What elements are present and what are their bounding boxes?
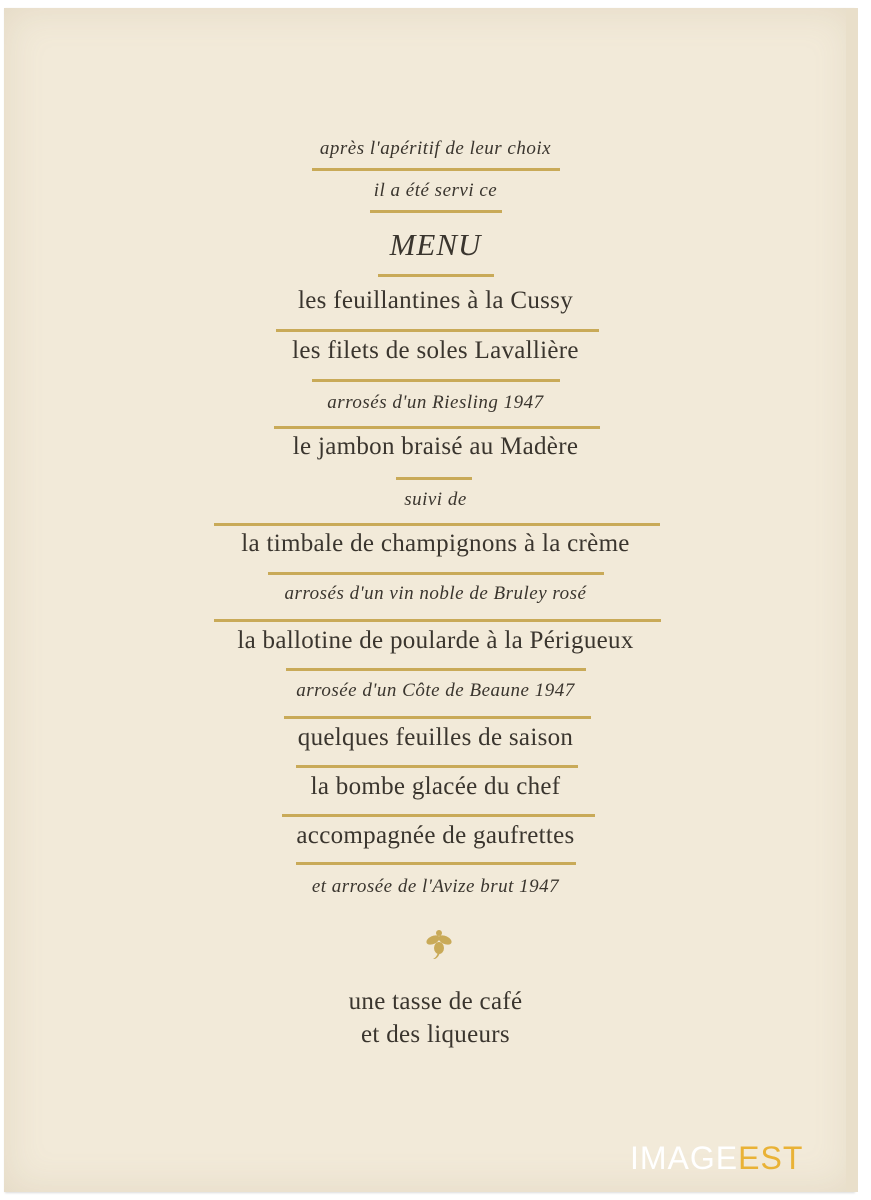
divider-rule (296, 862, 576, 865)
menu-course: la timbale de champignons à la crème (241, 530, 630, 557)
divider-rule (274, 426, 600, 429)
menu-title: MENU (389, 227, 482, 262)
divider-rule (276, 329, 599, 332)
divider-rule (370, 210, 502, 213)
menu-course: accompagnée de gaufrettes (296, 822, 575, 849)
closing-line: et des liqueurs (361, 1021, 510, 1048)
divider-rule (312, 379, 560, 382)
menu-course: la bombe glacée du chef (310, 773, 561, 800)
divider-rule (396, 477, 472, 480)
watermark-part-image: IMAGE (630, 1140, 739, 1176)
closing-line: une tasse de café (348, 988, 523, 1015)
watermark-part-est: EST (738, 1140, 804, 1176)
divider-rule (282, 814, 595, 817)
wine-pairing: arrosée d'un Côte de Beaune 1947 (296, 680, 575, 701)
wine-pairing: arrosés d'un Riesling 1947 (327, 392, 544, 413)
divider-rule (296, 765, 578, 768)
divider-rule (378, 274, 494, 277)
menu-course: le jambon braisé au Madère (292, 433, 579, 460)
divider-rule (214, 619, 661, 622)
menu-course: quelques feuilles de saison (297, 724, 574, 751)
menu-connector: suivi de (404, 489, 467, 510)
divider-rule (286, 668, 586, 671)
divider-rule (312, 168, 560, 171)
menu-intro-line: il a été servi ce (373, 180, 498, 201)
divider-rule (214, 523, 660, 526)
divider-rule (284, 716, 591, 719)
menu-course: les feuillantines à la Cussy (297, 287, 573, 314)
wine-pairing: arrosés d'un vin noble de Bruley rosé (284, 583, 587, 604)
menu-course: la ballotine de poularde à la Périgueux (237, 627, 634, 654)
divider-rule (268, 572, 604, 575)
menu-intro-line: après l'apéritif de leur choix (319, 138, 552, 159)
menu-course: les filets de soles Lavallière (292, 337, 579, 364)
fleuron-icon (422, 926, 456, 960)
wine-pairing: et arrosée de l'Avize brut 1947 (311, 876, 560, 897)
watermark-logo (630, 1140, 803, 1177)
